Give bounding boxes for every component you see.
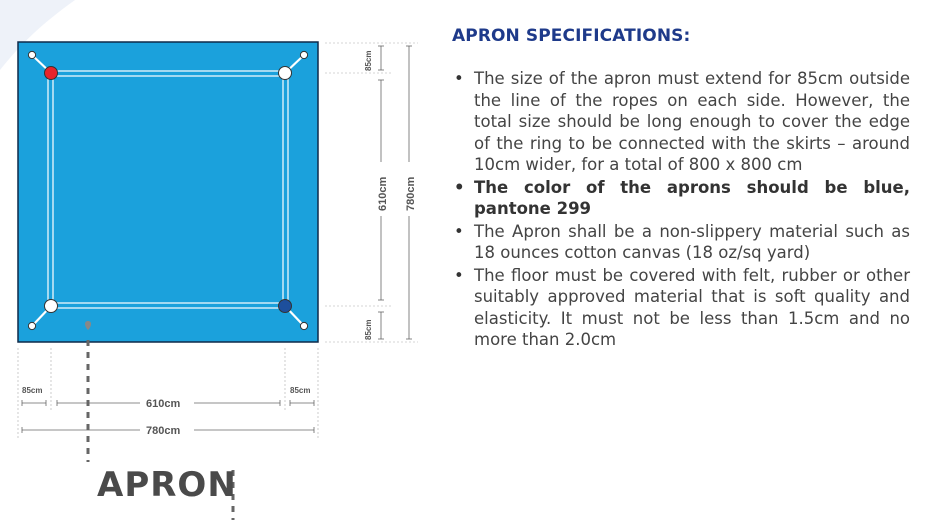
- specification-item: • The size of the apron must extend for 85cm outside the line of the ropes on each side. However, the total size should be long enough to cover the edge of the ring to be connected with the skirts – around 10cm wider, for a total of 800 x 800 cm: [452, 68, 910, 176]
- dim-right-bottom: 85cm: [364, 319, 373, 340]
- apron-square: [18, 42, 318, 342]
- specifications-title: APRON SPECIFICATIONS:: [452, 26, 691, 46]
- dim-bottom-left: 85cm: [22, 386, 43, 395]
- neutral-corner-bottom-left: [45, 300, 58, 313]
- apron-label: APRON: [97, 465, 237, 505]
- specifications-list: [452, 68, 910, 351]
- dim-right-top: 85cm: [364, 50, 373, 71]
- red-corner: [45, 67, 58, 80]
- neutral-corner-top-right: [279, 67, 292, 80]
- dim-right-total: 780cm: [405, 176, 417, 211]
- specification-item: • The Apron shall be a non-slippery material such as 18 ounces cotton canvas (18 oz/sq yard): [452, 221, 910, 264]
- blue-corner: [279, 300, 292, 313]
- dim-bottom-total: 780cm: [146, 425, 181, 437]
- specification-item: • The color of the aprons should be blue, pantone 299: [452, 177, 910, 220]
- apron-specifications: [452, 26, 910, 352]
- dim-bottom-right: 85cm: [290, 386, 311, 395]
- specification-item: • The floor must be covered with felt, rubber or other suitably approved material that is soft quality and elasticity. It must not be less than 1.5cm and no more than 2.0cm: [452, 265, 910, 351]
- dim-right-middle: 610cm: [377, 176, 389, 211]
- dim-bottom-middle: 610cm: [146, 398, 181, 410]
